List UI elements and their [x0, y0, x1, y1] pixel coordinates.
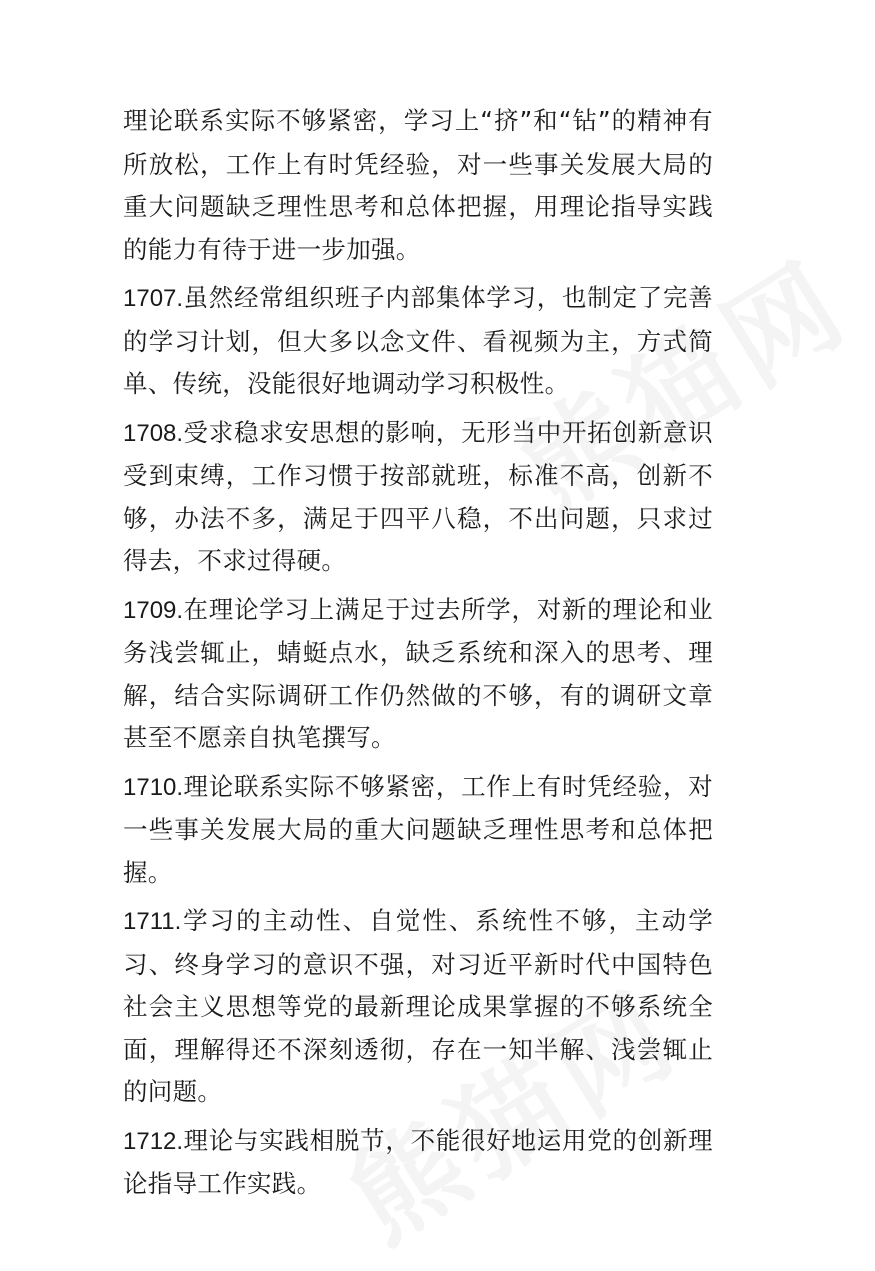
- paragraph-text: 受求稳求安思想的影响，无形当中开拓创新意识受到束缚，工作习惯于按部就班，标准不高，创新不够，办法不多，满足于四平八稳，不出问题，只求过得去，不求过得硬。: [123, 417, 713, 575]
- item-number: 1709.: [123, 596, 184, 624]
- paragraph: [123, 589, 713, 760]
- paragraph-text: 理论联系实际不够紧密，学习上“挤”和“钻”的精神有所放松，工作上有时凭经验，对一些事关发展大局的重大问题缺乏理性思考和总体把握，用理论指导实践的能力有待于进一步加强。: [123, 106, 713, 264]
- item-number: 1708.: [123, 419, 184, 447]
- paragraph: [123, 1120, 713, 1206]
- paragraph-text: 学习的主动性、自觉性、系统性不够，主动学习、终身学习的意识不强，对习近平新时代中国特色社会主义思想等党的最新理论成果掌握的不够系统全面，理解得还不深刻透彻，存在一知半解、浅尝辄止的问题。: [123, 906, 713, 1106]
- paragraph-text: 理论与实践相脱节，不能很好地运用党的创新理论指导工作实践。: [123, 1125, 713, 1198]
- paragraph: [123, 766, 713, 895]
- paragraph: [123, 100, 713, 271]
- paragraph-text: 虽然经常组织班子内部集体学习，也制定了完善的学习计划，但大多以念文件、看视频为主，方式简单、传统，没能很好地调动学习积极性。: [123, 283, 713, 398]
- item-number: 1707.: [123, 285, 184, 312]
- item-number: 1711.: [123, 908, 182, 935]
- paragraph: [123, 900, 713, 1114]
- paragraph-text: 理论联系实际不够紧密，工作上有时凭经验，对一些事关发展大局的重大问题缺乏理性思考和总体把握。: [123, 771, 713, 887]
- paragraph: [123, 412, 713, 583]
- item-number: 1710.: [123, 773, 184, 801]
- document-body: [123, 100, 713, 1212]
- item-number: 1712.: [123, 1127, 184, 1155]
- paragraph: [123, 277, 713, 406]
- paragraph-text: 在理论学习上满足于过去所学，对新的理论和业务浅尝辄止，蜻蜓点水，缺乏系统和深入的思考、理解，结合实际调研工作仍然做的不够，有的调研文章甚至不愿亲自执笔撰写。: [123, 594, 713, 752]
